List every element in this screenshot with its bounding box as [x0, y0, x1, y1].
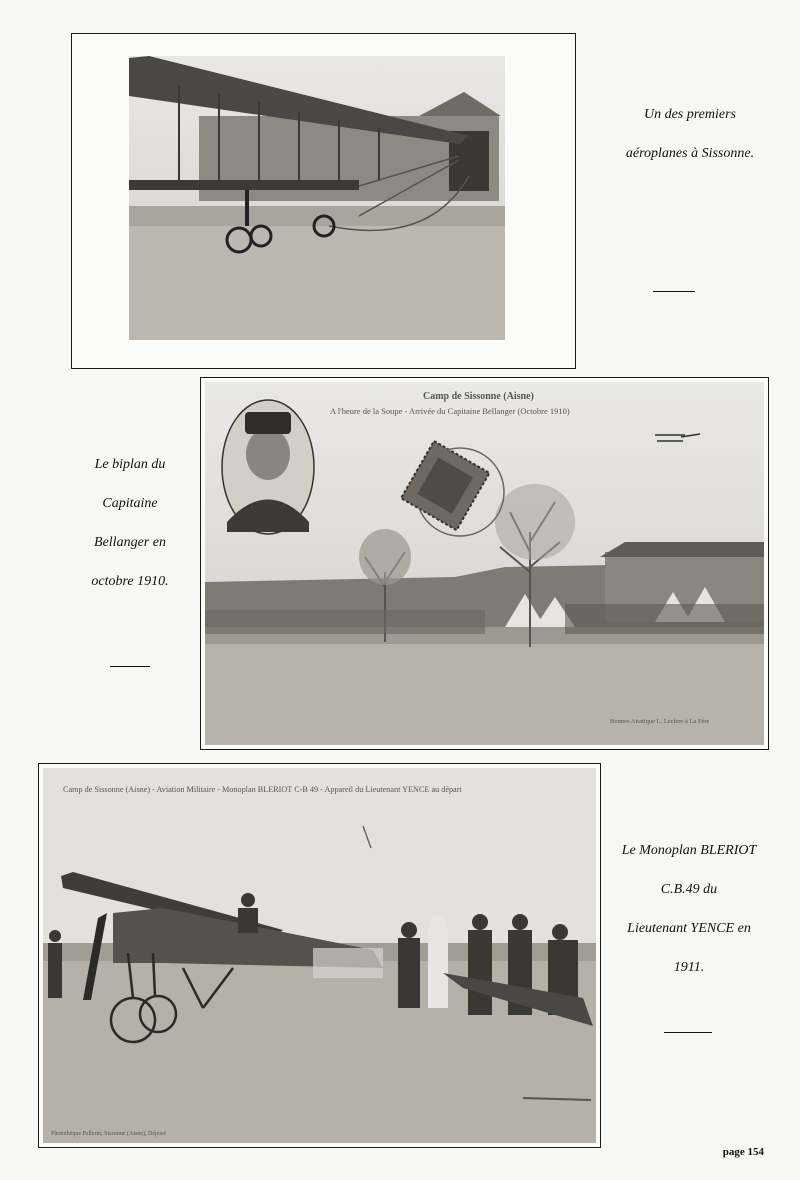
caption-line: Bellanger en [94, 535, 166, 550]
caption-line: Lieutenant YENCE en [627, 921, 751, 936]
postcard-bellanger [205, 382, 764, 745]
monoplane-illustration [43, 768, 596, 1143]
photo-early-aeroplane [129, 56, 505, 340]
separator-rule-2 [110, 666, 150, 667]
caption-line: C.B.49 du [660, 882, 718, 897]
caption-line: Le Monoplan BLERIOT [621, 843, 757, 858]
caption-line: Le biplan du [94, 457, 166, 472]
caption-line: octobre 1910. [91, 574, 169, 589]
photo-frame-3 [38, 763, 601, 1148]
camp-scene-illustration [205, 382, 764, 745]
postcard-publisher: Photothèque Pellerin, Sissonne (Aisne), Déposé [51, 1131, 166, 1137]
photo-frame-1 [71, 33, 576, 369]
postcard-header: Camp de Sissonne (Aisne) - Aviation Militaire - Monoplan BLERIOT C-B 49 - Appareil du Lieutenant YENCE au départ [63, 785, 462, 794]
photo-frame-2 [200, 377, 769, 750]
page-number: page 154 [722, 1146, 764, 1158]
caption-figure-1 [590, 95, 790, 173]
separator-rule-1 [653, 291, 695, 292]
caption-line: 1911. [673, 960, 705, 975]
caption-line: aéroplanes à Sissonne. [625, 146, 755, 161]
postcard-bleriot-monoplane [43, 768, 596, 1143]
separator-rule-3 [664, 1032, 712, 1033]
caption-line: Un des premiers [643, 107, 737, 122]
caption-figure-3 [600, 831, 778, 987]
postcard-title: Camp de Sissonne (Aisne) [423, 391, 534, 402]
postcard-publisher: Bonnes Attatique L. Leclère à La Fère [610, 718, 710, 725]
biplane-illustration [129, 56, 505, 340]
postcard-subtitle: A l'heure de la Soupe - Arrivée du Capitaine Bellanger (Octobre 1910) [330, 406, 570, 416]
caption-figure-2 [40, 445, 220, 601]
caption-line: Capitaine [102, 496, 158, 511]
